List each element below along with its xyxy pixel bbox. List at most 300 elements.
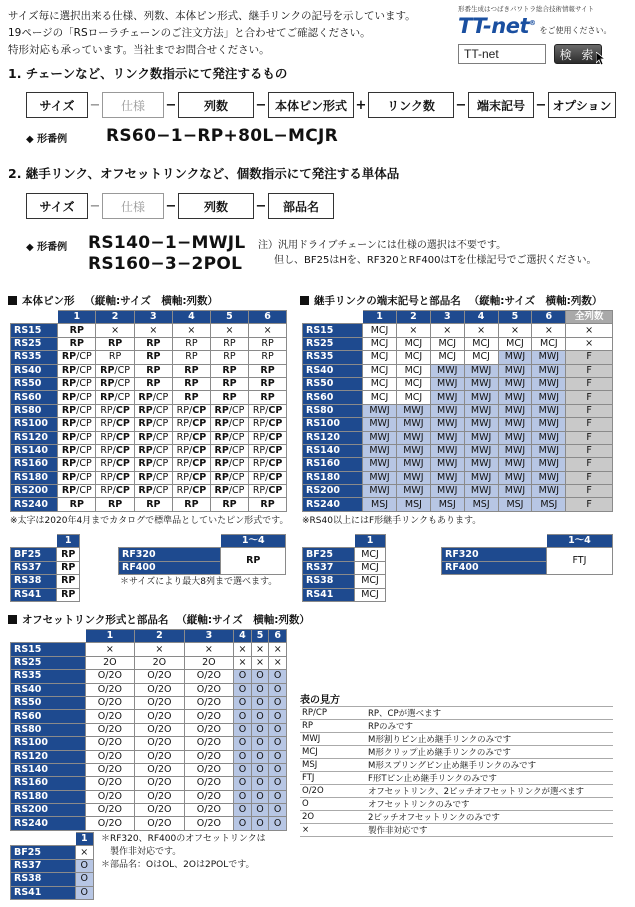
- table-row: [11, 737, 287, 750]
- flow-op: −: [255, 97, 267, 113]
- table-row: [11, 444, 287, 457]
- joint-cell: MWJ: [498, 377, 532, 390]
- row-header: RS160: [303, 458, 363, 471]
- legend-code: MSJ: [300, 759, 366, 772]
- table-header-row: [11, 535, 80, 548]
- pin-cell: RP/CP: [134, 391, 172, 404]
- table-row: [11, 377, 287, 390]
- joint-cell: MSJ: [363, 498, 397, 511]
- column-header: 5: [498, 311, 532, 324]
- flow-box-part: 部品名: [268, 193, 334, 219]
- table-row: [11, 548, 80, 561]
- offset-cell: O: [269, 737, 287, 750]
- offset-cell: 2O: [85, 656, 135, 669]
- pin-cell: RP/CP: [173, 404, 211, 417]
- pin-cell: RP/CP: [249, 485, 287, 498]
- joint-all-cell: F: [566, 364, 613, 377]
- table-row: [11, 656, 287, 669]
- row-header: BF25: [303, 548, 355, 561]
- table-row: [11, 498, 287, 511]
- offset-cell: O: [269, 723, 287, 736]
- table-row: [119, 548, 286, 561]
- joint-cell: MCJ: [396, 377, 430, 390]
- column-header: 2: [396, 311, 430, 324]
- pin-cell: RP: [249, 498, 287, 511]
- row-header: RS37: [11, 859, 76, 872]
- joint-cell: MCJ: [355, 548, 386, 561]
- row-header: RS41: [11, 588, 57, 601]
- offset-cell: O: [269, 777, 287, 790]
- pin-sub-table-rf: [118, 534, 286, 575]
- offset-cell: O/2O: [85, 670, 135, 683]
- joint-cell: ×: [464, 324, 498, 337]
- row-header: RS180: [11, 471, 58, 484]
- joint-cell: MWJ: [498, 364, 532, 377]
- pin-cell: RP: [249, 364, 287, 377]
- table-row: [303, 561, 386, 574]
- legend-code: RP/CP: [300, 707, 366, 720]
- flow-op: −: [165, 97, 177, 113]
- pin-cell: RP: [96, 351, 134, 364]
- pin-cell: RP/CP: [58, 404, 96, 417]
- pin-cell: RP: [134, 351, 172, 364]
- legend-desc: RPのみです: [366, 720, 613, 733]
- search-button[interactable]: 検 索: [554, 44, 602, 64]
- joint-cell: MWJ: [430, 431, 464, 444]
- offset-cell: ×: [251, 656, 269, 669]
- table-row: [303, 485, 613, 498]
- pin-cell: RP: [57, 575, 80, 588]
- joint-cell: MCJ: [355, 588, 386, 601]
- table-row: [303, 364, 613, 377]
- joint-table: [302, 310, 613, 512]
- joint-cell: MWJ: [464, 458, 498, 471]
- row-header: RS100: [303, 418, 363, 431]
- row-header: RS180: [303, 471, 363, 484]
- table-row: [11, 886, 94, 899]
- offset-cell: O/2O: [184, 750, 234, 763]
- pin-cell: RP: [134, 377, 172, 390]
- row-header: RF320: [119, 548, 221, 561]
- pin-cell: RP: [96, 498, 134, 511]
- column-header: 3: [184, 630, 234, 643]
- joint-cell: ×: [396, 324, 430, 337]
- legend-code: MCJ: [300, 746, 366, 759]
- legend-desc: オフセットリンクのみです: [366, 798, 613, 811]
- joint-cell: MSJ: [396, 498, 430, 511]
- joint-cell: MWJ: [498, 471, 532, 484]
- table-row: [303, 391, 613, 404]
- joint-cell: MWJ: [363, 458, 397, 471]
- joint-cell: MWJ: [464, 444, 498, 457]
- note-line: ＊部品名：OはOL、2Oは2POLです。: [101, 860, 255, 870]
- legend-table: [300, 706, 613, 837]
- row-header: RS50: [11, 696, 86, 709]
- joint-cell: MCJ: [396, 391, 430, 404]
- table-row: [11, 763, 287, 776]
- flow-box-spec: 仕様: [102, 92, 164, 118]
- table-row: [11, 643, 287, 656]
- offset-cell: O: [234, 670, 252, 683]
- pin-cell: RP/CP: [173, 485, 211, 498]
- table-row: [303, 404, 613, 417]
- joint-all-cell: F: [566, 444, 613, 457]
- pin-cell: RP/CP: [96, 404, 134, 417]
- offset-cell: O/2O: [184, 723, 234, 736]
- pin-cell: RP/CP: [210, 404, 248, 417]
- table-row: [11, 670, 287, 683]
- row-header: RS50: [303, 377, 363, 390]
- offset-cell: O: [251, 777, 269, 790]
- section1-title: 1. チェーンなど、リンク数指示にて発注するもの: [8, 66, 288, 81]
- pin-cell: RP/CP: [96, 431, 134, 444]
- table-row: [303, 575, 386, 588]
- joint-cell: MWJ: [532, 351, 566, 364]
- joint-cell: MWJ: [532, 485, 566, 498]
- pin-cell: RP: [173, 391, 211, 404]
- offset-cell: O/2O: [85, 777, 135, 790]
- pin-table-note: ※太字は2020年4月までカタログで標準品としていたピン形式です。: [10, 516, 289, 526]
- offset-cell: O: [234, 777, 252, 790]
- offset-cell: O/2O: [135, 804, 185, 817]
- joint-all-cell: F: [566, 404, 613, 417]
- pin-cell: RP/CP: [173, 458, 211, 471]
- intro-line: 19ページの「RSローラチェーンのご注文方法」と合わせてご確認ください。: [8, 27, 371, 39]
- section2-flow: [26, 193, 334, 219]
- column-header: 3: [430, 311, 464, 324]
- offset-cell: O/2O: [184, 790, 234, 803]
- row-header: RS15: [11, 643, 86, 656]
- pin-cell: RP: [173, 364, 211, 377]
- joint-cell: MWJ: [430, 458, 464, 471]
- pin-cell: ×: [210, 324, 248, 337]
- offset-cell: O/2O: [184, 804, 234, 817]
- offset-cell: 2O: [184, 656, 234, 669]
- intro-line: サイズ毎に選択出来る仕様、列数、本体ピン形式、継手リンクの記号を示しています。: [8, 10, 416, 22]
- joint-all-cell: F: [566, 485, 613, 498]
- column-header: 4: [173, 311, 211, 324]
- joint-cell: MWJ: [532, 404, 566, 417]
- offset-sub-table: [10, 832, 94, 900]
- table-row: [303, 418, 613, 431]
- joint-all-cell: F: [566, 391, 613, 404]
- pin-cell: RP/CP: [96, 485, 134, 498]
- joint-all-cell: F: [566, 471, 613, 484]
- column-header: 3: [134, 311, 172, 324]
- offset-cell: O: [251, 670, 269, 683]
- row-header: RS200: [303, 485, 363, 498]
- row-header: RS120: [11, 750, 86, 763]
- table-corner: [119, 535, 221, 548]
- row-header: RS38: [303, 575, 355, 588]
- joint-cell: MCJ: [355, 575, 386, 588]
- table-row: [11, 750, 287, 763]
- legend-code: O/2O: [300, 785, 366, 798]
- joint-cell: MWJ: [430, 391, 464, 404]
- offset-cell: O: [234, 683, 252, 696]
- offset-cell: O: [269, 763, 287, 776]
- example-code: RS140−1−MWJL: [88, 233, 246, 253]
- tt-net-brand: [458, 4, 628, 38]
- offset-cell: O: [251, 804, 269, 817]
- row-header: RS100: [11, 737, 86, 750]
- search-input[interactable]: TT-net: [458, 44, 546, 64]
- offset-cell: O/2O: [135, 683, 185, 696]
- offset-cell: O/2O: [85, 763, 135, 776]
- joint-cell: ×: [532, 324, 566, 337]
- offset-cell: O: [251, 737, 269, 750]
- table-row: [11, 337, 287, 350]
- joint-table-title: 継手リンクの端末記号と部品名 （縦軸:サイズ 横軸:列数）: [300, 293, 602, 308]
- pin-cell: RP/CP: [96, 471, 134, 484]
- pin-cell: RP: [134, 337, 172, 350]
- table-header-row: [11, 630, 287, 643]
- legend-desc: 2ピッチオフセットリンクのみです: [366, 811, 613, 824]
- pin-cell: RP: [210, 377, 248, 390]
- offset-cell: O/2O: [85, 804, 135, 817]
- flow-box-rows: 列数: [178, 193, 254, 219]
- joint-sub-table-rf: [441, 534, 613, 575]
- offset-cell: O/2O: [135, 777, 185, 790]
- offset-notes: [101, 833, 266, 872]
- offset-cell: O: [251, 710, 269, 723]
- pin-cell: RP: [57, 588, 80, 601]
- row-header: RS35: [11, 351, 58, 364]
- offset-cell: O: [251, 763, 269, 776]
- row-header: RS25: [11, 337, 58, 350]
- legend-row: [300, 759, 613, 772]
- column-header: 1: [85, 630, 135, 643]
- offset-cell: ×: [251, 643, 269, 656]
- pin-cell: RP: [134, 364, 172, 377]
- table-row: [303, 458, 613, 471]
- offset-cell: O: [234, 763, 252, 776]
- tt-net-logo[interactable]: TT-net®: [458, 14, 536, 38]
- legend-desc: RP、CPが選べます: [366, 707, 613, 720]
- offset-cell: O/2O: [85, 710, 135, 723]
- pin-cell: RP: [210, 391, 248, 404]
- legend-desc: オフセットリンク、2ピッチオフセットリンクが選べます: [366, 785, 613, 798]
- row-header: RS60: [11, 391, 58, 404]
- table-row: [11, 790, 287, 803]
- offset-cell: O: [234, 710, 252, 723]
- pin-cell: RP/CP: [173, 418, 211, 431]
- row-header: RS40: [11, 364, 58, 377]
- pin-sub-note: ＊サイズにより最大8列まで選べます。: [120, 577, 278, 587]
- pin-cell: RP: [58, 498, 96, 511]
- joint-cell: MWJ: [363, 485, 397, 498]
- note-line: ＊RF320、RF400のオフセットリンクは: [101, 834, 266, 844]
- joint-all-cell: F: [566, 498, 613, 511]
- offset-cell: O/2O: [85, 696, 135, 709]
- table-corner: [303, 311, 363, 324]
- row-header: RS38: [11, 873, 76, 886]
- offset-cell: ×: [135, 643, 185, 656]
- joint-table-note: ※RS40以上にはF形継手リンクもあります。: [302, 516, 482, 526]
- legend-code: RP: [300, 720, 366, 733]
- joint-cell: MWJ: [430, 471, 464, 484]
- flow-op: +: [355, 97, 367, 113]
- pin-table: [10, 310, 287, 512]
- note-line: 製作非対応です。: [101, 847, 182, 857]
- column-header-all: 全列数: [566, 311, 613, 324]
- pin-cell: RP/CP: [249, 444, 287, 457]
- table-corner: [11, 833, 76, 846]
- table-header-row: [303, 311, 613, 324]
- joint-cell: MWJ: [498, 431, 532, 444]
- pin-cell: RP/CP: [210, 458, 248, 471]
- joint-cell: MCJ: [464, 351, 498, 364]
- column-header: 1: [363, 311, 397, 324]
- example-code: RS160−3−2POL: [88, 254, 243, 274]
- joint-cell: MCJ: [363, 351, 397, 364]
- row-header: RS200: [11, 804, 86, 817]
- offset-cell: O/2O: [135, 817, 185, 830]
- table-row: [11, 846, 94, 859]
- row-header: RS25: [11, 656, 86, 669]
- row-header: RS15: [303, 324, 363, 337]
- section2-note: [258, 238, 597, 268]
- joint-cell: MWJ: [498, 458, 532, 471]
- joint-cell: MCJ: [430, 337, 464, 350]
- offset-cell: O: [234, 723, 252, 736]
- row-header: RS38: [11, 575, 57, 588]
- legend-row: [300, 798, 613, 811]
- pin-cell: RP/CP: [134, 458, 172, 471]
- joint-cell: FTJ: [546, 548, 612, 575]
- joint-cell: MCJ: [363, 324, 397, 337]
- offset-cell: O/2O: [184, 696, 234, 709]
- table-row: [11, 696, 287, 709]
- pin-cell: RP/CP: [173, 471, 211, 484]
- pin-table-title: 本体ピン形 （縦軸:サイズ 横軸:列数）: [8, 293, 218, 308]
- pin-cell: RP/CP: [249, 471, 287, 484]
- offset-cell: O: [234, 817, 252, 830]
- offset-cell: O/2O: [135, 723, 185, 736]
- offset-cell: O: [251, 790, 269, 803]
- pin-cell: RP/CP: [58, 391, 96, 404]
- table-row: [11, 817, 287, 830]
- offset-cell: O: [269, 790, 287, 803]
- joint-cell: MWJ: [363, 471, 397, 484]
- joint-cell: MCJ: [396, 351, 430, 364]
- pin-cell: RP/CP: [58, 485, 96, 498]
- pin-cell: RP/CP: [134, 444, 172, 457]
- legend-row: [300, 733, 613, 746]
- column-header: 6: [532, 311, 566, 324]
- joint-cell: ×: [430, 324, 464, 337]
- pin-cell: RP/CP: [96, 458, 134, 471]
- pin-cell: RP: [57, 561, 80, 574]
- offset-cell: O/2O: [135, 750, 185, 763]
- pin-cell: RP: [173, 498, 211, 511]
- column-header: 1〜4: [546, 535, 612, 548]
- row-header: RS35: [303, 351, 363, 364]
- legend-desc: M形スプリングピン止め継手リンクのみです: [366, 759, 613, 772]
- table-row: [303, 588, 386, 601]
- legend-row: [300, 720, 613, 733]
- table-row: [303, 377, 613, 390]
- pin-cell: RP/CP: [249, 404, 287, 417]
- pin-cell: RP: [210, 364, 248, 377]
- row-header: RS120: [11, 431, 58, 444]
- row-header: RS40: [11, 683, 86, 696]
- table-row: [11, 418, 287, 431]
- joint-cell: MWJ: [498, 404, 532, 417]
- column-header: 1: [75, 833, 93, 846]
- joint-cell: MSJ: [498, 498, 532, 511]
- row-header: BF25: [11, 548, 57, 561]
- pin-cell: RP/CP: [58, 471, 96, 484]
- joint-cell: MWJ: [498, 391, 532, 404]
- column-header: 1: [57, 535, 80, 548]
- flow-box-size: サイズ: [26, 193, 88, 219]
- offset-cell: ×: [234, 643, 252, 656]
- joint-cell: MWJ: [430, 377, 464, 390]
- row-header: RS240: [11, 817, 86, 830]
- table-header-row: [11, 833, 94, 846]
- table-row: [442, 548, 613, 561]
- offset-cell: O/2O: [135, 790, 185, 803]
- joint-cell: MCJ: [430, 351, 464, 364]
- joint-cell: MWJ: [532, 377, 566, 390]
- joint-cell: MCJ: [396, 364, 430, 377]
- section1-flow: [26, 92, 616, 118]
- joint-cell: MWJ: [464, 485, 498, 498]
- example-label: ◆ 形番例: [26, 134, 68, 145]
- pin-cell: RP/CP: [134, 404, 172, 417]
- offset-cell: O/2O: [184, 737, 234, 750]
- flow-box-option: オプション: [548, 92, 616, 118]
- joint-cell: MWJ: [396, 404, 430, 417]
- offset-cell: O: [269, 670, 287, 683]
- offset-cell: O: [269, 683, 287, 696]
- pin-cell: RP/CP: [210, 471, 248, 484]
- joint-cell: MSJ: [532, 498, 566, 511]
- joint-cell: MWJ: [396, 458, 430, 471]
- offset-cell: O/2O: [85, 683, 135, 696]
- row-header: RS80: [11, 404, 58, 417]
- pin-cell: RP: [173, 377, 211, 390]
- table-row: [11, 873, 94, 886]
- offset-cell: O: [75, 859, 93, 872]
- row-header: RS80: [303, 404, 363, 417]
- pin-cell: RP/CP: [134, 431, 172, 444]
- offset-cell: O: [75, 873, 93, 886]
- table-corner: [442, 535, 547, 548]
- joint-cell: MCJ: [532, 337, 566, 350]
- pin-cell: RP/CP: [58, 351, 96, 364]
- table-row: [303, 324, 613, 337]
- pin-cell: RP: [210, 337, 248, 350]
- pin-cell: ×: [96, 324, 134, 337]
- joint-sub-table: [302, 534, 386, 602]
- joint-cell: MWJ: [464, 431, 498, 444]
- offset-cell: O: [75, 886, 93, 899]
- joint-cell: MCJ: [464, 337, 498, 350]
- pin-cell: ×: [134, 324, 172, 337]
- pin-cell: RP/CP: [58, 431, 96, 444]
- flow-box-rows: 列数: [178, 92, 254, 118]
- row-header: RS15: [11, 324, 58, 337]
- pin-cell: RP/CP: [249, 431, 287, 444]
- joint-cell: MWJ: [498, 418, 532, 431]
- pin-cell: RP: [249, 337, 287, 350]
- table-row: [11, 804, 287, 817]
- legend-desc: M形クリップ止め継手リンクのみです: [366, 746, 613, 759]
- legend-row: [300, 824, 613, 837]
- legend-code: 2O: [300, 811, 366, 824]
